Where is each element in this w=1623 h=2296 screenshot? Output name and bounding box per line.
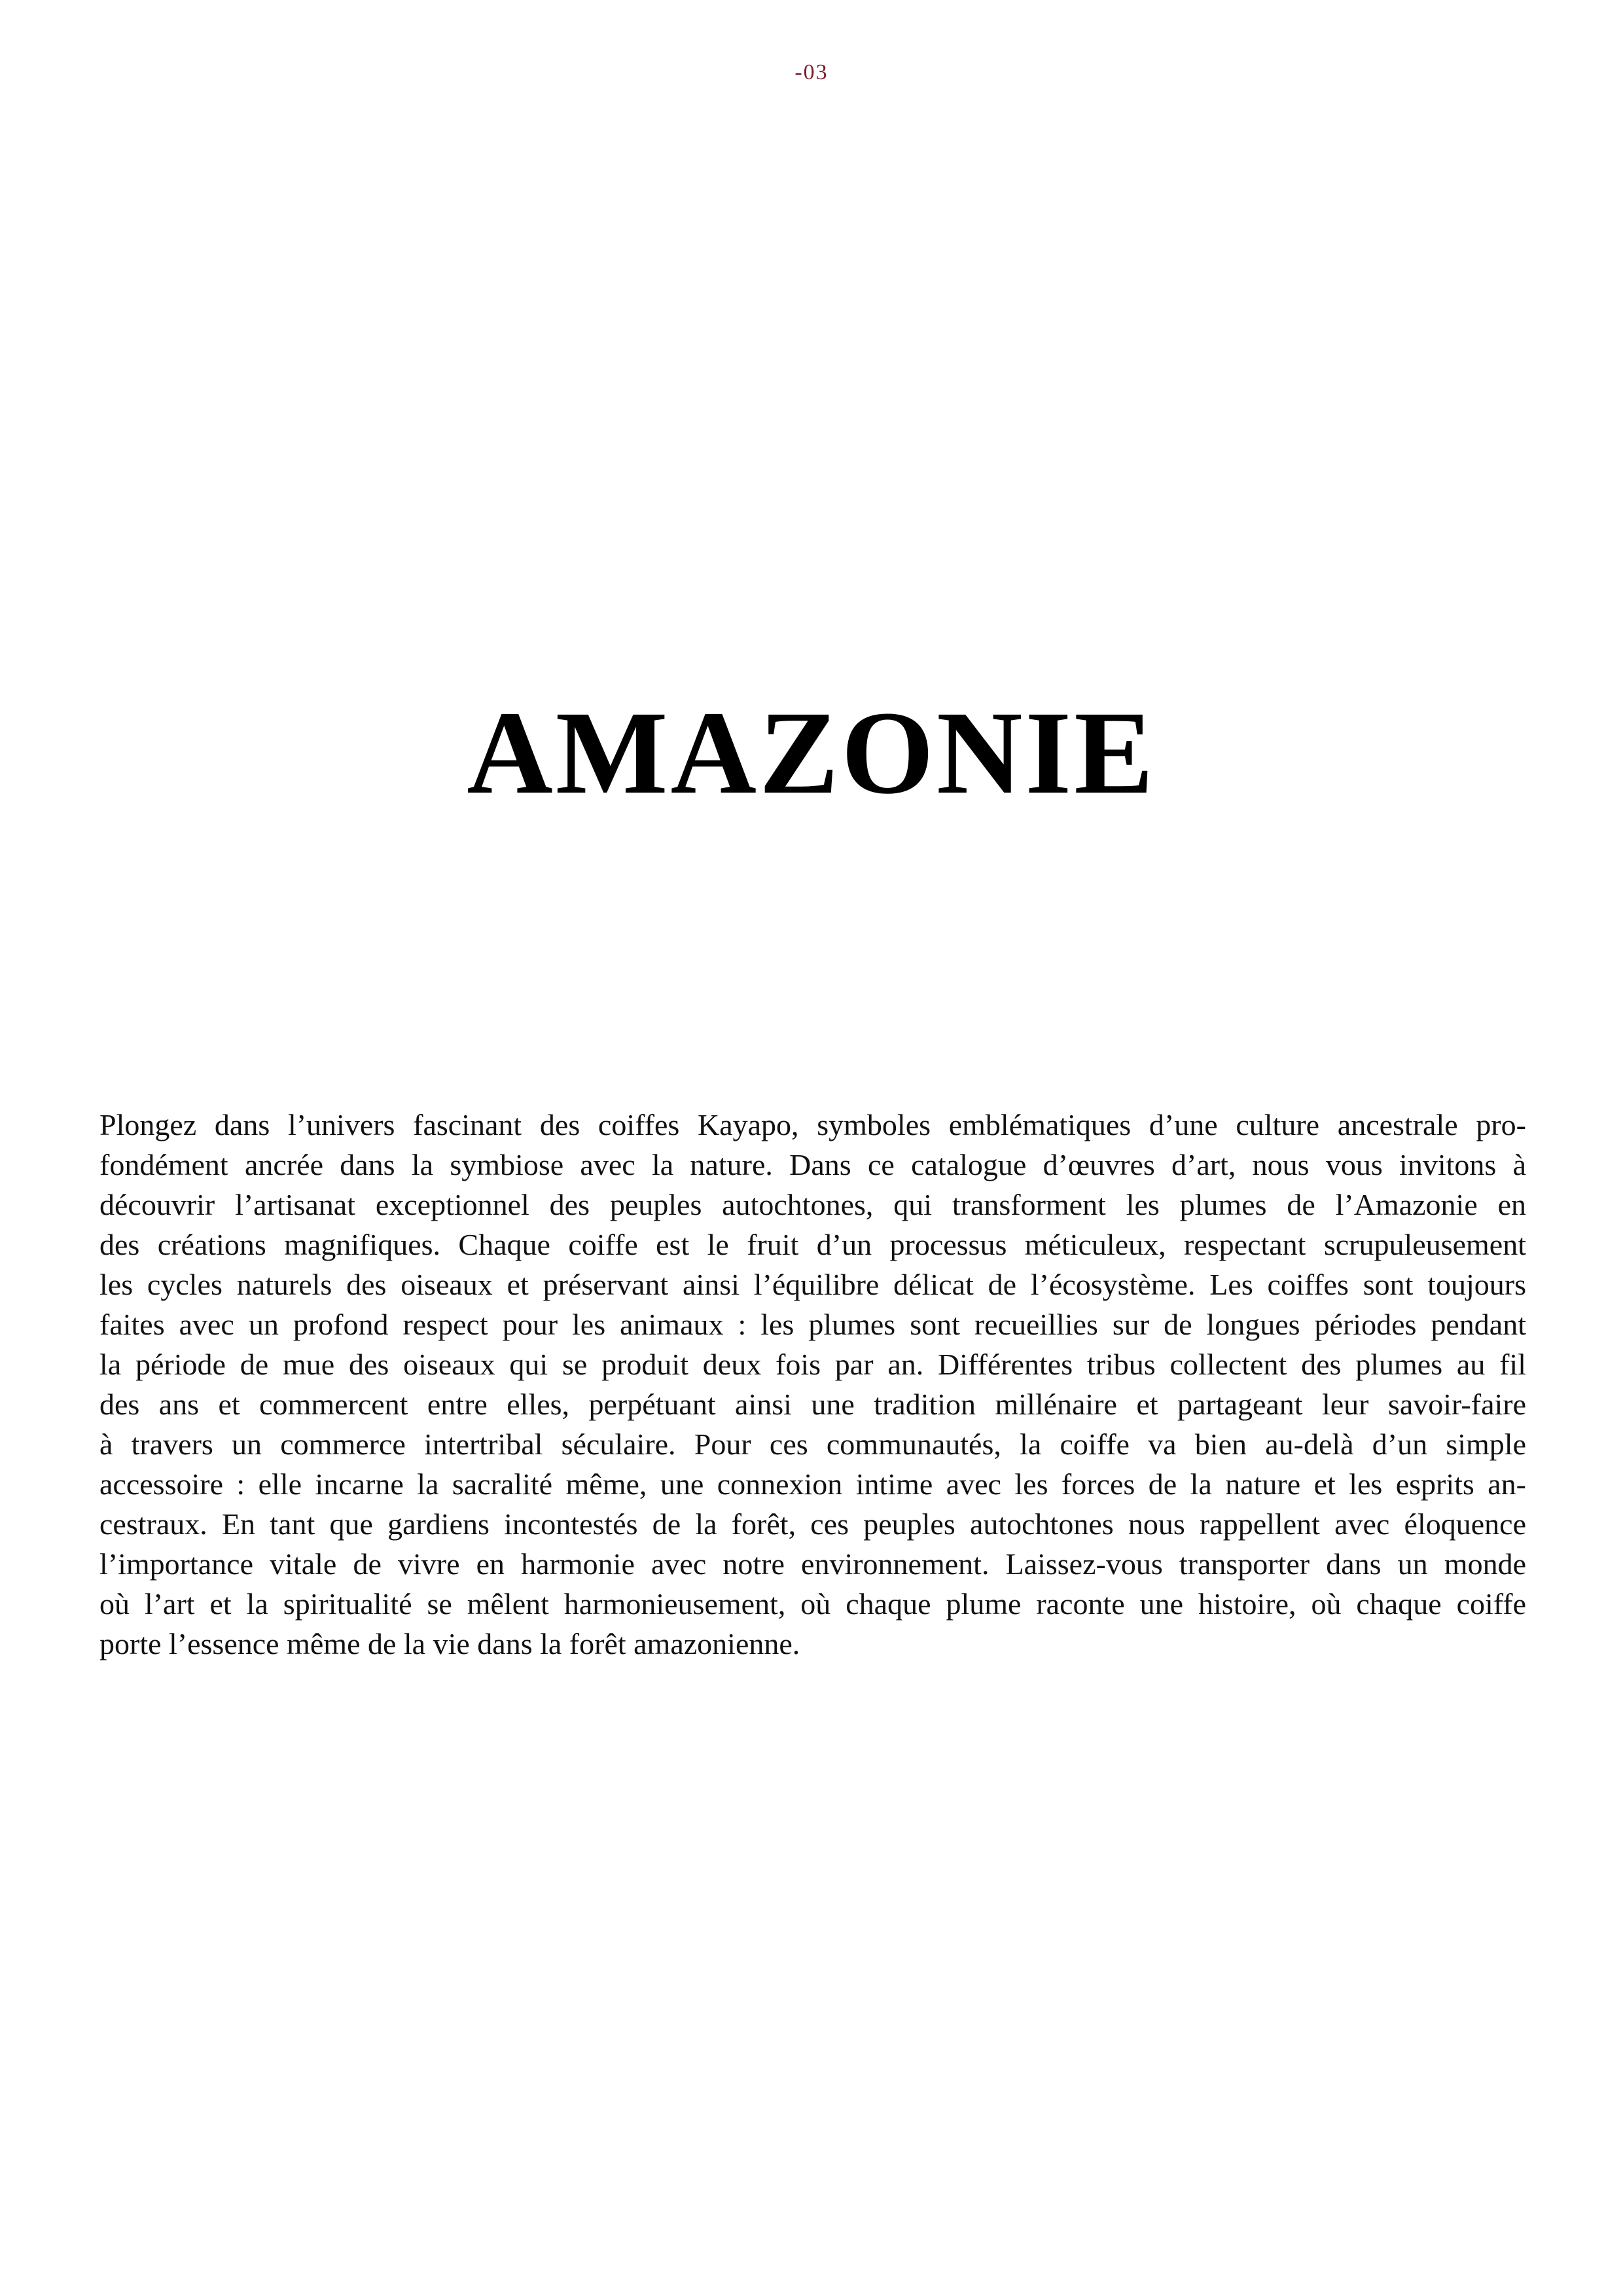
paragraph-line: l’importance vitale de vivre en harmonie avec notre environnement. Laissez-vous transporter dans un monde — [99, 1547, 1526, 1581]
paragraph-line: des créations magnifiques. Chaque coiffe est le fruit d’un processus méticuleux, respectant scrupuleusement — [99, 1228, 1526, 1261]
page-number: -03 — [794, 60, 829, 84]
paragraph-line: Plongez dans l’univers fascinant des coiffes Kayapo, symboles emblématiques d’une culture ancestrale pro- — [99, 1108, 1526, 1141]
paragraph-line: découvrir l’artisanat exceptionnel des peuples autochtones, qui transforment les plumes de l’Amazonie en — [99, 1188, 1526, 1221]
paragraph-line: les cycles naturels des oiseaux et préservant ainsi l’équilibre délicat de l’écosystème. Les coiffes sont toujours — [99, 1268, 1526, 1301]
paragraph-line: des ans et commercent entre elles, perpétuant ainsi une tradition millénaire et partageant leur savoir-faire — [99, 1388, 1526, 1421]
paragraph-line: porte l’essence même de la vie dans la forêt amazonienne. — [99, 1627, 800, 1660]
paragraph-line: fondément ancrée dans la symbiose avec la nature. Dans ce catalogue d’œuvres d’art, nous vous invitons à — [99, 1148, 1526, 1181]
paragraph-line: faites avec un profond respect pour les animaux : les plumes sont recueillies sur de longues périodes pendant — [99, 1308, 1526, 1341]
paragraph-line: à travers un commerce intertribal séculaire. Pour ces communautés, la coiffe va bien au-delà d’un simple — [99, 1427, 1526, 1461]
paragraph-line: où l’art et la spiritualité se mêlent harmonieusement, où chaque plume raconte une histoire, où chaque coiffe — [99, 1587, 1526, 1621]
body-paragraph — [99, 1105, 1526, 1664]
paragraph-line: accessoire : elle incarne la sacralité même, une connexion intime avec les forces de la nature et les esprits an- — [99, 1467, 1526, 1501]
paragraph-line: la période de mue des oiseaux qui se produit deux fois par an. Différentes tribus collectent des plumes au fil — [99, 1348, 1526, 1381]
page-title: AMAZONIE — [467, 687, 1156, 819]
paragraph-line: cestraux. En tant que gardiens incontestés de la forêt, ces peuples autochtones nous rappellent avec éloquence — [99, 1507, 1526, 1541]
